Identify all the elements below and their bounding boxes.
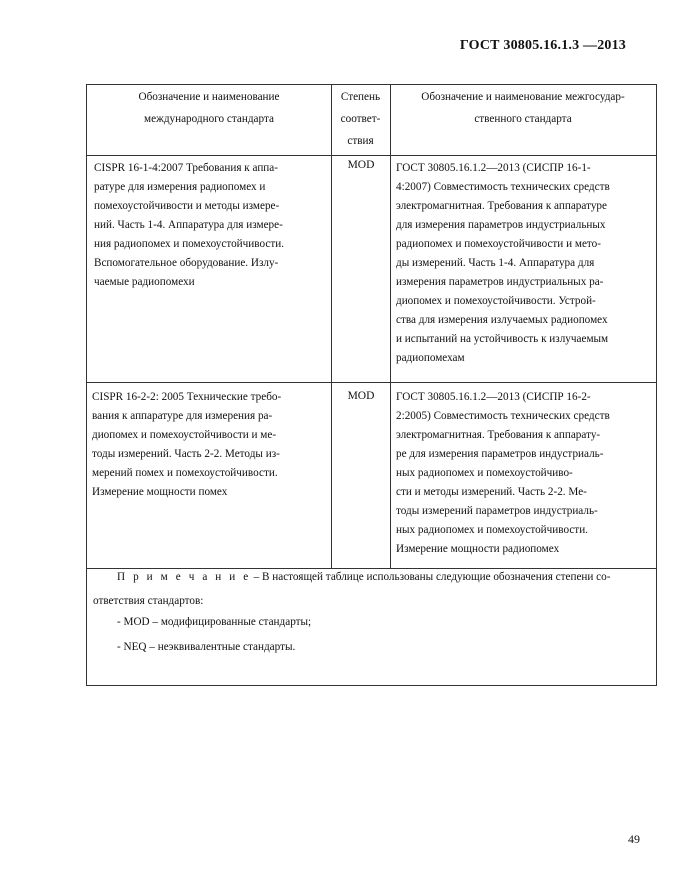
- note-item-mod: - MOD – модифицированные стандарты;: [117, 616, 312, 628]
- header-interstate: Обозначение и наименование межгосудар- ственного стандарта: [421, 91, 625, 125]
- column-divider-1: [331, 85, 332, 568]
- table-note: [93, 565, 651, 613]
- note-item-neq: - NEQ – неэквивалентные стандарты.: [117, 641, 296, 653]
- note-lead: П р и м е ч а н и е: [117, 571, 251, 583]
- row-2-degree: MOD: [347, 390, 375, 402]
- row-2-interstate: ГОСТ 30805.16.1.2—2013 (СИСПР 16-2- 2:2005) Совместимость технических средств электромагнитная. Требования к аппарату- ре для измерения параметров индустриаль- ных радиопомех и помехоустойчиво- сти и методы измерений. Часть 2-2. Ме- тоды измерений параметров индустриаль- ных радиопомех и помехоустойчивости. Измерение мощности радиопомех: [396, 391, 610, 555]
- note-text-2: ответствия стандартов:: [93, 595, 204, 607]
- note-text-1: – В настоящей таблице использованы следующие обозначения степени со-: [250, 571, 611, 583]
- row-1-international: CISPR 16-1-4:2007 Требования к аппа- ратуре для измерения радиопомех и помехоустойчивости и методы измере- ний. Часть 1-4. Аппаратура для измере- ния радиопомех и помехоустойчивости. Вспомогательное оборудование. Излу- чаемые радиопомехи: [94, 162, 285, 288]
- document-header: ГОСТ 30805.16.1.3 —2013: [459, 38, 626, 53]
- header-divider: [87, 155, 656, 156]
- row-2-international: CISPR 16-2-2: 2005 Технические требо- вания к аппаратуре для измерения ра- диопомех и помехоустойчивости и ме- тоды измерений. Часть 2-2. Методы из- мерений помех и помехоустойчивости. Измерение мощности помех: [92, 391, 282, 498]
- page-number: 49: [628, 832, 640, 846]
- row-divider: [87, 382, 656, 383]
- standards-table: [86, 84, 657, 686]
- row-1-interstate: ГОСТ 30805.16.1.2—2013 (СИСПР 16-1- 4:2007) Совместимость технических средств электромагнитная. Требования к аппаратуре для измерения параметров индустриальных радиопомех и помехоустойчивости и мето- ды измерений. Часть 1-4. Аппаратура для измерения параметров индустриальных ра- диопомех и помехоустойчивости. Устрой- ства для измерения излучаемых радиопомех и испытаний на устойчивость к излучаемым радиопомехам: [396, 162, 610, 364]
- column-divider-2: [390, 85, 391, 568]
- header-international: Обозначение и наименование международного стандарта: [138, 91, 280, 125]
- header-degree: Степень соответ- ствия: [340, 91, 381, 147]
- row-1-degree: MOD: [347, 159, 375, 171]
